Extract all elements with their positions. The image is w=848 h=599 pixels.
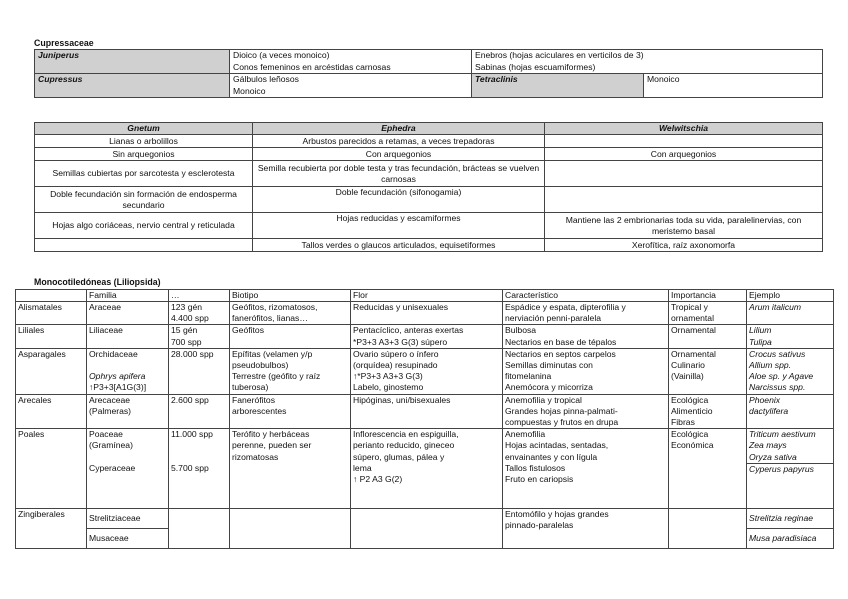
table-cell: Mantiene las 2 embrionarias toda su vida, paralelinervias, con meristemo basal	[545, 213, 823, 239]
cell-line: Cyperus papyrus	[749, 463, 814, 474]
table-cell: Con arquegonios	[253, 148, 545, 161]
cell-line: 2.600 spp	[171, 394, 209, 405]
gnetales-table	[34, 122, 823, 252]
cupressaceae-title: Cupressaceae	[34, 38, 94, 48]
familia-cell	[87, 463, 169, 508]
cell-line: ↑P3+3[A1G(3)]	[89, 382, 147, 393]
table-cell: Sin arquegonios	[35, 148, 253, 161]
table-cell	[545, 161, 823, 187]
cell-line: *P3+3 A3+3 G(3) súpero	[353, 336, 448, 347]
header-importancia: Importancia	[669, 290, 747, 302]
cell-line: Ovario súpero o ínfero	[353, 348, 439, 359]
table-row	[16, 348, 834, 394]
cell-line	[89, 475, 166, 486]
table-row	[16, 394, 834, 429]
familia-cell	[87, 429, 169, 464]
order-cell: Alismatales	[16, 302, 87, 325]
ejemplo-cell	[747, 325, 834, 348]
cell-line: Terófito y herbáceas	[232, 429, 310, 440]
ejemplo-cell	[747, 529, 834, 549]
cell-line: Ornamental	[671, 325, 716, 336]
cell-line: ↑*P3+3 A3+3 G(3)	[353, 371, 423, 382]
table-row	[35, 148, 823, 161]
ejemplo-cell	[747, 302, 834, 325]
table-row	[16, 429, 834, 464]
caract-cell	[503, 325, 669, 348]
cell-line: pinnado-paralelas	[505, 520, 574, 531]
cell-line: Geófitos, rizomatosos,	[232, 302, 318, 312]
ejemplo-cell	[747, 394, 834, 429]
order-cell: Liliales	[16, 325, 87, 348]
cell-line: nerviación penni-paralela	[505, 313, 602, 324]
monocot-title: Monocotiledóneas (Liliopsida)	[34, 277, 161, 287]
cell-line: Musa paradisiaca	[749, 533, 817, 544]
cell-line: Inflorescencia en espiguilla,	[353, 429, 459, 440]
familia-cell	[87, 348, 169, 394]
gen-cell	[169, 429, 230, 464]
cell-line: Zea mays	[749, 440, 787, 451]
cell-line: Cyperaceae	[89, 463, 136, 474]
biotipo-cell	[230, 348, 351, 394]
cell-line: (Gramínea)	[89, 440, 133, 451]
genus-cupressus: Cupressus	[35, 74, 230, 98]
cell-line: Strelitziaceae	[89, 513, 141, 524]
cupressus-desc	[230, 74, 472, 98]
cell-line: Arecaceae	[89, 394, 131, 405]
cell-line: fitomelanina	[505, 371, 552, 382]
caract-cell	[503, 509, 669, 549]
biotipo-cell	[230, 302, 351, 325]
table-header-row	[16, 290, 834, 302]
biotipo-cell	[230, 394, 351, 429]
cell-line: Ecológica	[671, 394, 709, 405]
desc-line: Conos femeninos en arcéstidas carnosas	[233, 61, 391, 72]
biotipo-cell	[230, 509, 351, 549]
table-row	[35, 239, 823, 252]
gen-cell	[169, 463, 230, 508]
familia-cell	[87, 529, 169, 549]
cell-line: Ecológica	[671, 429, 709, 440]
desc-line: Monoico	[233, 85, 266, 96]
familia-cell	[87, 325, 169, 348]
cell-line: Anemofilia	[505, 429, 546, 440]
header-ellipsis: …	[169, 290, 230, 302]
table-cell: Lianas o arbolillos	[35, 135, 253, 148]
table-cell: Semilla recubierta por doble testa y tras fecundación, brácteas se vuelven carnosas	[253, 161, 545, 187]
cell-line: ↑ P2 A3 G(2)	[353, 474, 403, 485]
cell-line	[89, 360, 166, 371]
cell-line: 4.400 spp	[171, 313, 209, 324]
flor-cell	[351, 394, 503, 429]
flor-cell	[351, 302, 503, 325]
cell-line: Liliaceae	[89, 325, 123, 336]
cell-line: Lilium	[749, 325, 772, 336]
cell-line: 15 gén	[171, 325, 198, 336]
gen-cell	[169, 325, 230, 348]
cell-line: Tulipa	[749, 336, 772, 347]
table-cell: Semillas cubiertas por sarcotesta y esclerotesta	[35, 161, 253, 187]
cell-line: Triticum aestivum	[749, 429, 816, 440]
order-cell: Zingiberales	[16, 509, 87, 549]
table-cell: Doble fecundación (sifonogamia)	[253, 187, 545, 213]
caract-cell	[503, 394, 669, 429]
table-row	[16, 509, 834, 529]
cell-line: dactylifera	[749, 405, 789, 416]
header-ejemplo: Ejemplo	[747, 290, 834, 302]
cell-line: Terrestre (geófito y raíz	[232, 371, 321, 382]
cell-line: 28.000 spp	[171, 348, 214, 359]
gen-cell	[169, 302, 230, 325]
cell-line: perenne, pueden ser	[232, 440, 312, 451]
familia-cell	[87, 394, 169, 429]
juniperus-extra	[472, 50, 823, 74]
cell-line: 700 spp	[171, 336, 202, 347]
desc-line: Dioico (a veces monoico)	[233, 50, 330, 60]
cell-line: fanerófitos, lianas…	[232, 313, 308, 324]
table-cell: Doble fecundación sin formación de endosperma secundario	[35, 187, 253, 213]
table-row	[35, 161, 823, 187]
cell-line: rizomatosas	[232, 451, 279, 462]
cell-line: compuestas y frutos en drupa	[505, 417, 619, 428]
order-cell: Poales	[16, 429, 87, 509]
flor-cell	[351, 325, 503, 348]
cell-line: Reducidas y unisexuales	[353, 302, 449, 312]
cell-line: Económica	[671, 440, 714, 451]
biotipo-cell	[230, 429, 351, 509]
familia-cell	[87, 509, 169, 529]
header-caracteristico: Característico	[503, 290, 669, 302]
table-row	[35, 213, 823, 239]
juniperus-desc	[230, 50, 472, 74]
cupressaceae-table	[34, 49, 823, 98]
table-row	[16, 325, 834, 348]
cell-line: Ornamental	[671, 348, 716, 359]
table-cell	[545, 135, 823, 148]
table-row	[16, 302, 834, 325]
tetraclinis-desc: Monoico	[644, 74, 823, 98]
header-flor: Flor	[351, 290, 503, 302]
cell-line: Oryza sativa	[749, 451, 797, 462]
cell-line: Pentacíclico, anteras exertas	[353, 325, 464, 336]
header-gnetum: Gnetum	[35, 123, 253, 135]
importancia-cell	[669, 325, 747, 348]
table-row	[35, 50, 823, 74]
cell-line: Allium spp.	[749, 360, 792, 371]
table-row	[35, 187, 823, 213]
cell-line: pseudobulbos)	[232, 360, 289, 371]
cell-line: Strelitzia reginae	[749, 513, 814, 524]
cell-line	[89, 497, 166, 508]
cell-line: Nectarios en base de tépalos	[505, 336, 617, 347]
biotipo-cell	[230, 325, 351, 348]
gen-cell	[169, 509, 230, 549]
desc-line: Enebros (hojas aciculares en verticilos de 3)	[475, 50, 644, 60]
cell-line: Fibras	[671, 417, 695, 428]
cell-line: Fruto en cariopsis	[505, 474, 574, 485]
ejemplo-cell	[747, 509, 834, 529]
caract-cell	[503, 348, 669, 394]
cell-line	[89, 486, 166, 497]
flor-cell	[351, 509, 503, 549]
cell-line: Semillas diminutas con	[505, 360, 593, 371]
table-row	[35, 135, 823, 148]
cell-line: Labelo, ginostemo	[353, 382, 424, 393]
cell-line: envainantes y con lígula	[505, 451, 598, 462]
cell-line: arborescentes	[232, 405, 287, 416]
cell-line: Tropical y	[671, 302, 708, 312]
familia-cell	[87, 302, 169, 325]
cell-line: Crocus sativus	[749, 348, 806, 359]
flor-cell	[351, 429, 503, 509]
cell-line: perianto reducido, gineceo	[353, 440, 455, 451]
ejemplo-cell	[747, 429, 834, 464]
header-welwitschia: Welwitschia	[545, 123, 823, 135]
cell-line: Anemócora y micorriza	[505, 382, 593, 393]
importancia-cell	[669, 429, 747, 509]
gen-cell	[169, 394, 230, 429]
cell-line: 123 gén	[171, 302, 203, 312]
cell-line: 5.700 spp	[171, 463, 209, 474]
cell-line: Fanerófitos	[232, 394, 275, 405]
order-cell: Arecales	[16, 394, 87, 429]
genus-juniperus: Juniperus	[35, 50, 230, 74]
table-cell	[35, 239, 253, 252]
cell-line: tuberosa)	[232, 382, 269, 393]
cell-line: (Vainilla)	[671, 371, 704, 382]
flor-cell	[351, 348, 503, 394]
table-cell	[545, 187, 823, 213]
cell-line: Alimenticio	[671, 405, 713, 416]
table-cell: Hojas algo coriáceas, nervio central y reticulada	[35, 213, 253, 239]
importancia-cell	[669, 394, 747, 429]
table-header-row	[35, 123, 823, 135]
cell-line: Grandes hojas pinna-palmati-	[505, 405, 618, 416]
importancia-cell	[669, 509, 747, 549]
cell-line: Musaceae	[89, 533, 129, 544]
cell-line: Tallos fistulosos	[505, 462, 566, 473]
gen-cell	[169, 348, 230, 394]
cell-line: súpero, glumas, pálea y	[353, 451, 445, 462]
importancia-cell	[669, 302, 747, 325]
cell-line: Geófitos	[232, 325, 265, 336]
cell-line: Nectarios en septos carpelos	[505, 348, 616, 359]
cell-line: Ophrys apifera	[89, 371, 146, 382]
genus-tetraclinis: Tetraclinis	[472, 74, 644, 98]
header-biotipo: Biotipo	[230, 290, 351, 302]
table-cell: Hojas reducidas y escamiformes	[253, 213, 545, 239]
cell-line: Narcissus spp.	[749, 382, 806, 393]
desc-line: Gálbulos leñosos	[233, 74, 299, 84]
desc-line: Sabinas (hojas escuamiformes)	[475, 61, 596, 72]
caract-cell	[503, 429, 669, 509]
cell-line: Culinario	[671, 360, 705, 371]
importancia-cell	[669, 348, 747, 394]
cell-line: Phoenix	[749, 394, 781, 405]
cell-line: Bulbosa	[505, 325, 537, 336]
ejemplo-cell	[747, 463, 834, 508]
header-familia: Familia	[87, 290, 169, 302]
table-cell: Arbustos parecidos a retamas, a veces trepadoras	[253, 135, 545, 148]
table-cell: Tallos verdes o glaucos articulados, equisetiformes	[253, 239, 545, 252]
cell-line: ornamental	[671, 313, 714, 324]
cell-line: Espádice y espata, dipterofilia y	[505, 302, 626, 312]
cell-line: Anemofilia y tropical	[505, 394, 582, 405]
order-cell: Asparagales	[16, 348, 87, 394]
cell-line: Poaceae	[89, 429, 123, 440]
table-cell: Xerofítica, raíz axonomorfa	[545, 239, 823, 252]
header-order	[16, 290, 87, 302]
table-cell: Con arquegonios	[545, 148, 823, 161]
cell-line: (orquídea) resupinado	[353, 360, 438, 371]
cell-line: Epífitas (velamen y/p	[232, 348, 313, 359]
header-ephedra: Ephedra	[253, 123, 545, 135]
cell-line: Aloe sp. y Agave	[749, 371, 814, 382]
cell-line: 11.000 spp	[171, 429, 213, 440]
cell-line: Orchidaceae	[89, 348, 138, 359]
monocot-table	[15, 289, 834, 549]
table-row	[35, 74, 823, 98]
cell-line: Arum italicum	[749, 302, 802, 312]
caract-cell	[503, 302, 669, 325]
cell-line: Hipóginas, uni/bisexuales	[353, 394, 451, 405]
cell-line: Entomófilo y hojas grandes	[505, 509, 609, 520]
cell-line: (Palmeras)	[89, 405, 132, 416]
cell-line: Hojas acintadas, sentadas,	[505, 440, 609, 451]
ejemplo-cell	[747, 348, 834, 394]
cell-line: lema	[353, 462, 372, 473]
cell-line: Araceae	[89, 302, 122, 312]
